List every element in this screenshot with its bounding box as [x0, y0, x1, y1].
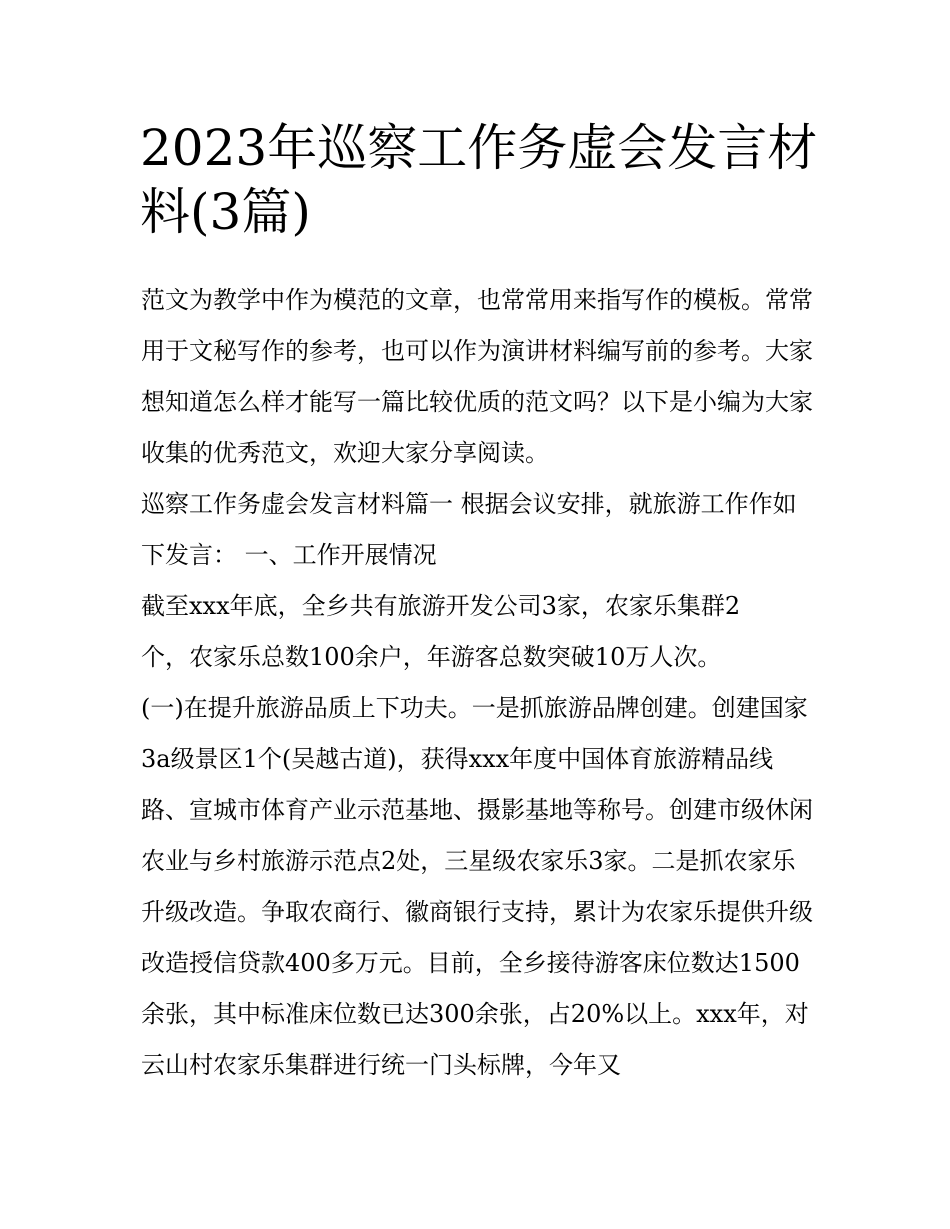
- summary-paragraph: 截至xxx年底，全乡共有旅游开发公司3家，农家乐集群2个，农家乐总数100余户，年游客总数突破10万人次。: [141, 592, 741, 671]
- document-title: 2023年巡察工作务虚会发言材料(3篇): [140, 119, 818, 241]
- detail-paragraph: (一)在提升旅游品质上下功夫。一是抓旅游品牌创建。创建国家3a级景区1个(吴越古道)，获得xxx年度中国体育旅游精品线路、宣城市体育产业示范基地、摄影基地等称号。创建市级休闲农业与乡村旅游示范点2处，三星级农家乐3家。二是抓农家乐升级改造。争取农商行、徽商银行支持，累计为农家乐提供升级改造授信贷款400多万元。目前，全乡接待游客床位数达1500余张，其中标准床位数已达300余张，占20%以上。xxx年，对云山村农家乐集群进行统一门头标牌，今年又: [141, 694, 813, 1079]
- section-heading-paragraph: 巡察工作务虚会发言材料篇一 根据会议安排，就旅游工作作如下发言： 一、工作开展情况: [141, 490, 797, 569]
- intro-paragraph: 范文为教学中作为模范的文章，也常常用来指写作的模板。常常用于文秘写作的参考，也可以作为演讲材料编写前的参考。大家想知道怎么样才能写一篇比较优质的范文吗？以下是小编为大家收集的优秀范文，欢迎大家分享阅读。: [141, 286, 813, 467]
